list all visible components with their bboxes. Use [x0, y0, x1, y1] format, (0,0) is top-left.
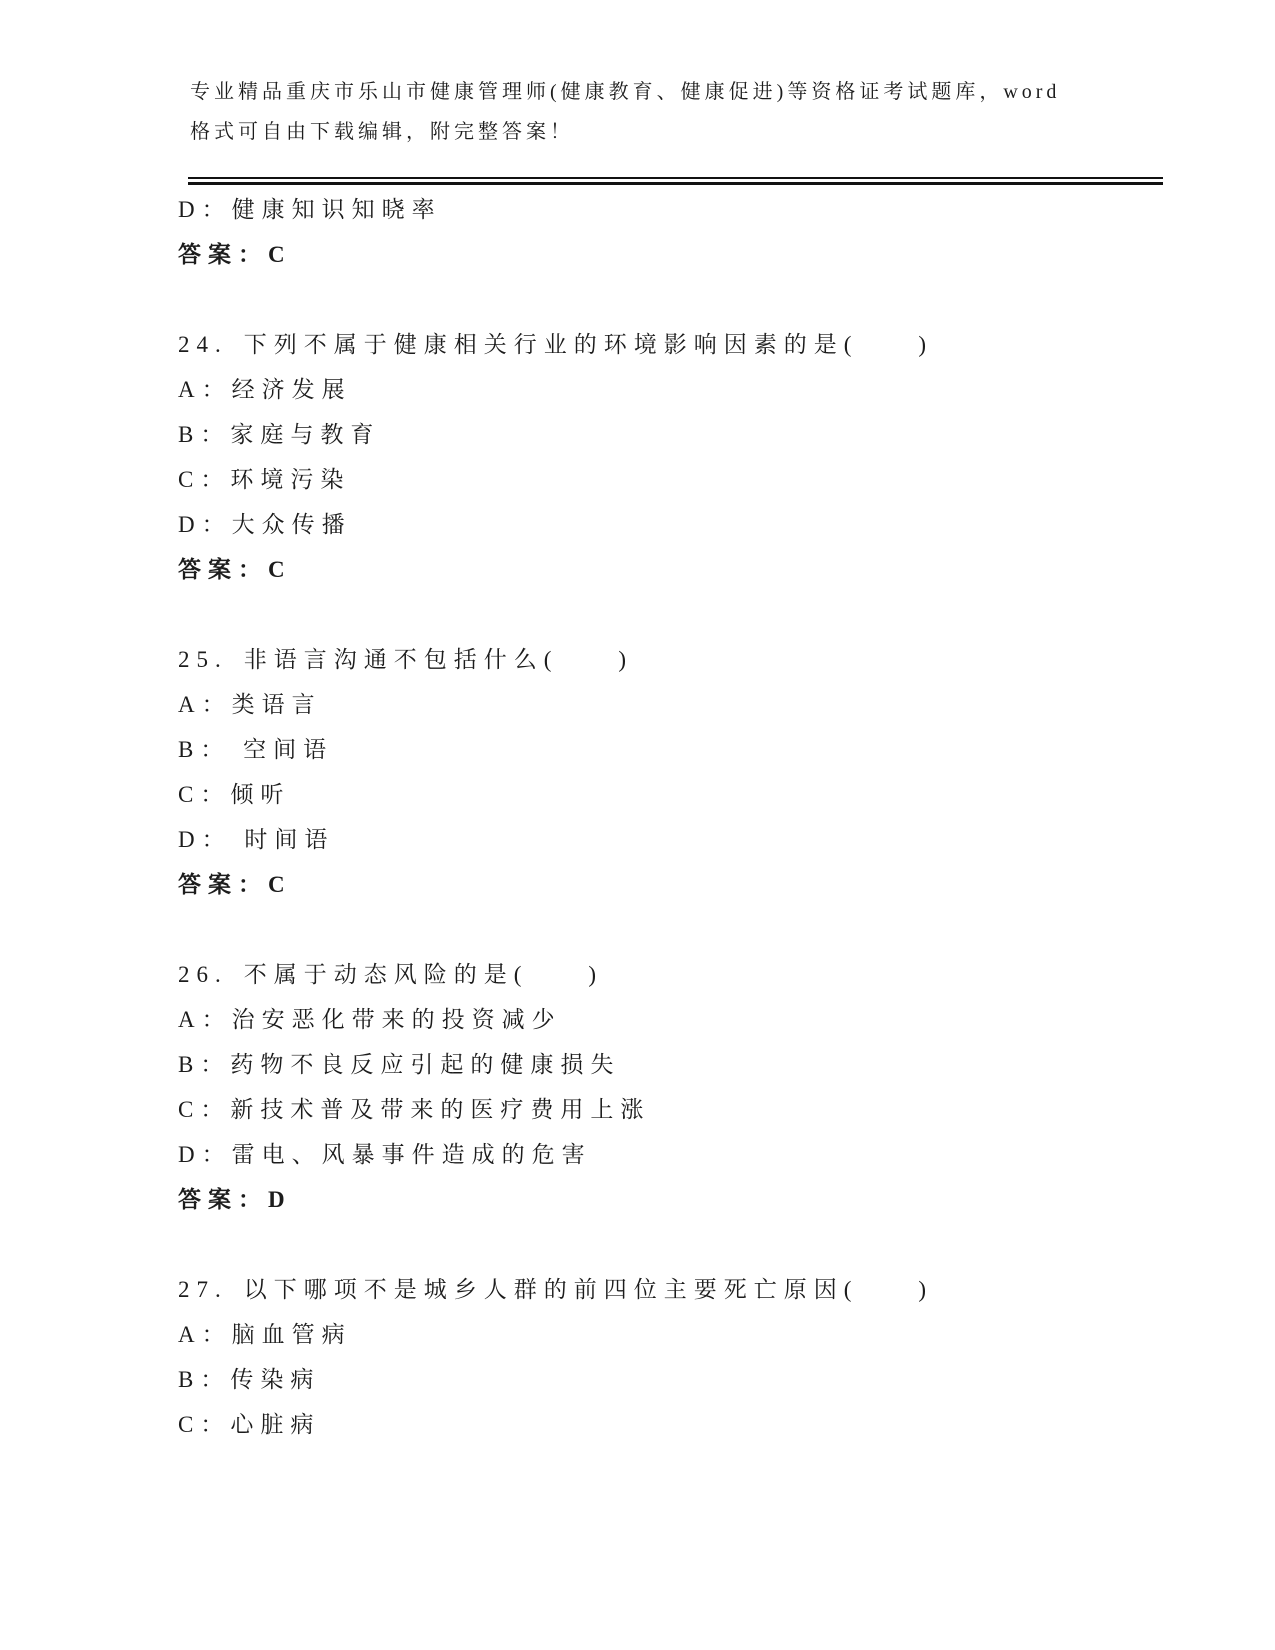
question-25-option-b: B： 空间语	[178, 737, 334, 762]
question-26	[178, 952, 1188, 1222]
question-27	[178, 1267, 1188, 1447]
question-27-option-c: C：心脏病	[178, 1412, 321, 1437]
question-26-text: 不属于动态风险的是( )	[243, 962, 604, 987]
header-line-1: 专业精品重庆市乐山市健康管理师(健康教育、健康促进)等资格证考试题库，word	[190, 81, 1061, 103]
question-24	[178, 322, 1188, 592]
question-26-option-a: A：治安恶化带来的投资减少	[178, 1007, 562, 1032]
question-25-option-d: D： 时间语	[178, 827, 335, 852]
question-27-number: 27.	[178, 1277, 228, 1302]
header-line-2: 格式可自由下载编辑，附完整答案！	[190, 121, 574, 143]
question-24-stem	[178, 322, 1188, 367]
question-25-option-a: A：类语言	[178, 692, 322, 717]
question-24-option-c: C：环境污染	[178, 467, 351, 492]
question-27-stem	[178, 1267, 1188, 1312]
question-26-option-b: B：药物不良反应引起的健康损失	[178, 1052, 621, 1077]
question-26-number: 26.	[178, 962, 228, 987]
question-26-stem	[178, 952, 1188, 997]
question-24-text: 下列不属于健康相关行业的环境影响因素的是( )	[243, 332, 934, 357]
question-25-stem	[178, 637, 1188, 682]
question-27-text: 以下哪项不是城乡人群的前四位主要死亡原因( )	[243, 1277, 934, 1302]
question-26-option-d: D：雷电、风暴事件造成的危害	[178, 1142, 592, 1167]
question-24-option-d: D：大众传播	[178, 512, 352, 537]
question-27-option-b: B：传染病	[178, 1367, 321, 1392]
question-24-option-b: B：家庭与教育	[178, 422, 381, 447]
question-24-answer: 答案：C	[178, 557, 292, 582]
document-body	[178, 187, 1188, 1447]
question-24-number: 24.	[178, 332, 228, 357]
header-notice	[190, 72, 1120, 152]
carryover-answer: 答案：C	[178, 242, 292, 267]
question-25-text: 非语言沟通不包括什么( )	[243, 647, 634, 672]
question-26-answer: 答案：D	[178, 1187, 292, 1212]
question-26-option-c: C：新技术普及带来的医疗费用上涨	[178, 1097, 651, 1122]
question-25-number: 25.	[178, 647, 228, 672]
question-25-option-c: C：倾听	[178, 782, 291, 807]
carryover-option-d: D：健康知识知晓率	[178, 197, 442, 222]
question-24-option-a: A：经济发展	[178, 377, 352, 402]
question-25-answer: 答案：C	[178, 872, 292, 897]
question-27-option-a: A：脑血管病	[178, 1322, 352, 1347]
header-divider	[188, 177, 1163, 185]
question-25	[178, 637, 1188, 907]
